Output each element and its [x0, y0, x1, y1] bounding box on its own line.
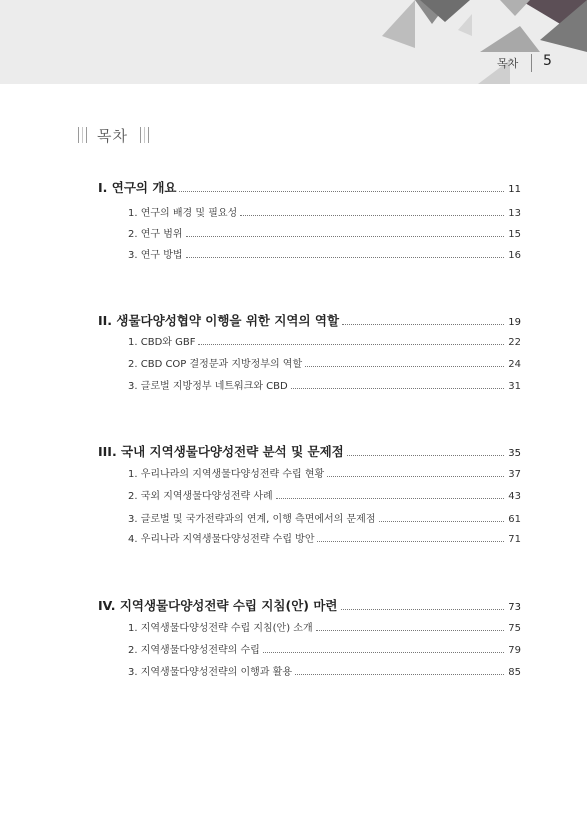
section-title: 2. 연구 범위 — [128, 229, 183, 240]
section-page: 22 — [508, 337, 521, 348]
section-page: 31 — [508, 381, 521, 392]
toc-chapter-4[interactable] — [0, 596, 587, 614]
section-title: 4. 우리나라 지역생물다양성전략 수립 방안 — [128, 534, 315, 545]
dot-leader — [179, 191, 504, 192]
toc-section-2-3[interactable] — [0, 377, 587, 392]
dot-leader — [316, 630, 504, 631]
toc-chapter-2[interactable] — [0, 311, 587, 329]
section-page: 61 — [508, 514, 521, 525]
section-title: 1. 지역생물다양성전략 수립 지침(안) 소개 — [128, 623, 313, 634]
chapter-page: 19 — [508, 317, 521, 328]
toc-section-4-1[interactable] — [0, 619, 587, 634]
dot-leader — [291, 388, 504, 389]
toc-section-1-2[interactable] — [0, 225, 587, 240]
toc-section-2-2[interactable] — [0, 355, 587, 370]
section-title: 1. CBD와 GBF — [128, 337, 196, 348]
chapter-title: I. 연구의 개요 — [98, 180, 177, 195]
chapter-title: III. 국내 지역생물다양성전략 분석 및 문제점 — [98, 444, 344, 459]
section-page: 75 — [508, 623, 521, 634]
section-page: 37 — [508, 469, 521, 480]
section-title: 2. 국외 지역생물다양성전략 사례 — [128, 491, 273, 502]
toc-section-4-2[interactable] — [0, 641, 587, 656]
dot-leader — [186, 236, 504, 237]
toc-section-4-3[interactable] — [0, 663, 587, 678]
toc-chapter-1[interactable] — [0, 178, 587, 196]
toc-section-3-2[interactable] — [0, 487, 587, 502]
dot-leader — [305, 366, 504, 367]
section-page: 16 — [508, 250, 521, 261]
chapter-title: IV. 지역생물다양성전략 수립 지침(안) 마련 — [98, 598, 338, 613]
dot-leader — [263, 652, 504, 653]
section-page: 43 — [508, 491, 521, 502]
section-title: 3. 글로벌 지방정부 네트워크와 CBD — [128, 381, 288, 392]
section-title: 1. 우리나라의 지역생물다양성전략 수립 현황 — [128, 469, 325, 480]
left-bars-decoration — [78, 127, 87, 143]
section-title: 2. CBD COP 결정문과 지방정부의 역할 — [128, 359, 303, 370]
right-bars-decoration — [140, 127, 149, 143]
dot-leader — [347, 455, 504, 456]
page-number: 5 — [543, 53, 552, 69]
toc-section-3-1[interactable] — [0, 465, 587, 480]
section-page: 85 — [508, 667, 521, 678]
chapter-page: 35 — [508, 448, 521, 459]
toc-section-1-1[interactable] — [0, 204, 587, 219]
toc-section-3-3[interactable] — [0, 510, 587, 525]
dot-leader — [240, 215, 504, 216]
chapter-page: 73 — [508, 602, 521, 613]
toc-section-1-3[interactable] — [0, 246, 587, 261]
dot-leader — [317, 541, 504, 542]
section-title: 2. 지역생물다양성전략의 수립 — [128, 645, 260, 656]
toc-title: 목차 — [97, 126, 128, 145]
section-title: 1. 연구의 배경 및 필요성 — [128, 208, 238, 219]
dot-leader — [276, 498, 504, 499]
toc-section-2-1[interactable] — [0, 333, 587, 348]
dot-leader — [198, 344, 504, 345]
section-page: 79 — [508, 645, 521, 656]
tab-divider — [531, 54, 532, 72]
dot-leader — [186, 257, 504, 258]
section-page: 24 — [508, 359, 521, 370]
dot-leader — [342, 324, 504, 325]
page-tab — [479, 52, 587, 74]
chapter-title: II. 생물다양성협약 이행을 위한 지역의 역할 — [98, 313, 340, 328]
section-title: 3. 연구 방법 — [128, 250, 183, 261]
dot-leader — [341, 609, 505, 610]
toc-chapter-3[interactable] — [0, 442, 587, 460]
section-title: 3. 지역생물다양성전략의 이행과 활용 — [128, 667, 292, 678]
section-page: 15 — [508, 229, 521, 240]
toc-section-3-4[interactable] — [0, 530, 587, 545]
dot-leader — [295, 674, 504, 675]
section-page: 71 — [508, 534, 521, 545]
section-label: 목차 — [497, 57, 519, 70]
section-page: 13 — [508, 208, 521, 219]
chapter-page: 11 — [508, 184, 521, 195]
toc-heading — [78, 124, 149, 146]
dot-leader — [379, 521, 505, 522]
dot-leader — [327, 476, 504, 477]
section-title: 3. 글로벌 및 국가전략과의 연계, 이행 측면에서의 문제점 — [128, 514, 376, 525]
